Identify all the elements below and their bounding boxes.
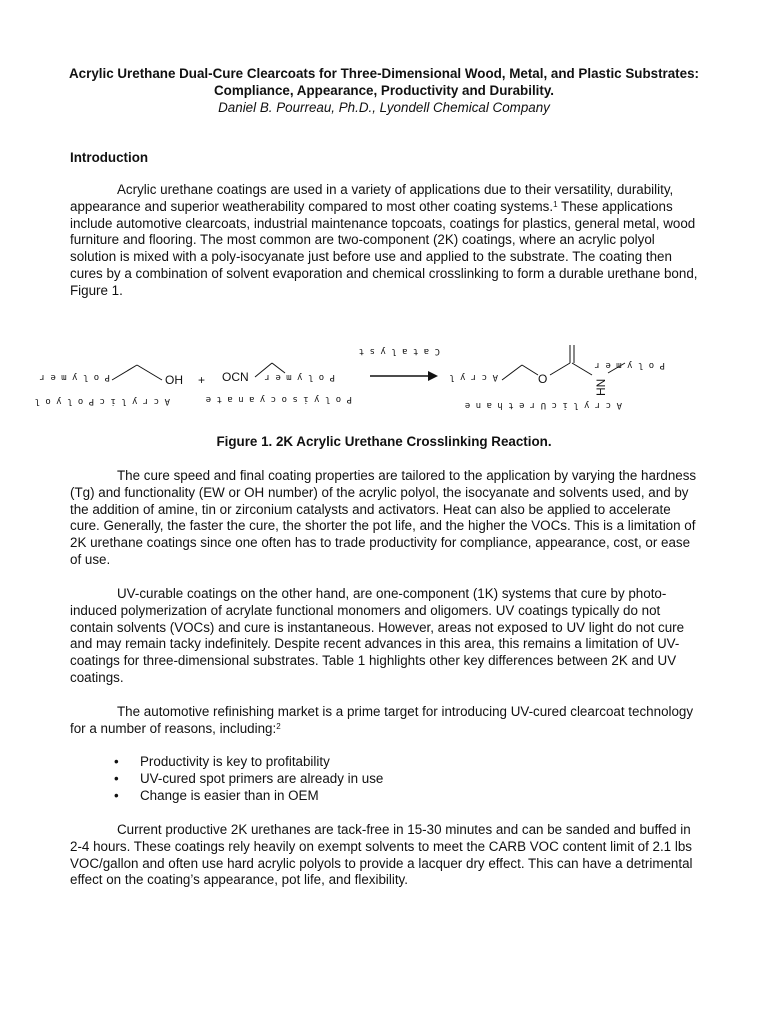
list-item: • Productivity is key to profitability <box>112 753 383 770</box>
intro-text-1: Acrylic urethane coatings are used in a variety of applications due to their versatility, durability, appearance and superior weatherability compared to most other coating systems. <box>70 182 674 214</box>
paper-title: Acrylic Urethane Dual-Cure Clearcoats for Three-Dimensional Wood, Metal, and Plastic Substrates: Compliance, Appearance, Productivity and Durability. <box>68 66 699 98</box>
svg-text:C a t a l y s t: C a t a l y s t <box>358 346 440 356</box>
list-item: • UV-cured spot primers are already in use <box>112 770 383 787</box>
svg-text:A c r y l i c U r e t h a n e: A c r y l i c U r e t h a n e <box>464 400 622 410</box>
svg-text:P o l y m e r: P o l y m e r <box>264 372 335 382</box>
acrylic-polyol-structure <box>35 365 183 406</box>
intro-text-2: These applications include automotive clearcoats, industrial maintenance topcoats, coatings for plastics, general metal, wood furniture and flooring. The most common are two-component (2K) coatings, where an acrylic polyol solution is mixed with a poly-isocyanate just before use and applied to the substrate. The coating then cures by a combination of solvent evaporation and chemical crosslinking to form a durable urethane bond, Figure 1. <box>70 198 698 298</box>
refinishing-text: The automotive refinishing market is a prime target for introducing UV-cured clearcoat technology for a number of reasons, including: <box>70 704 694 736</box>
uv-coatings-text: UV-curable coatings on the other hand, are one-component (1K) systems that cure by photo-induced polymerization of acrylate functional monomers and oligomers. UV coatings typically do not contain solvents (VOCs) and cure is instantaneous. However, areas not exposed to UV light do not cure and may remain tacky indefinitely. Despite recent advances in this area, this remains a limitation of UV-coatings for three-dimensional substrates. Table 1 highlights other key differences between 2K and UV coatings. <box>70 586 685 685</box>
svg-text:P o l y m e r: P o l y m e r <box>594 360 665 370</box>
uv-coatings-paragraph <box>70 586 700 687</box>
figure-1-reaction <box>34 335 680 425</box>
urethane-structure <box>449 345 665 410</box>
plus-sign: + <box>198 373 206 387</box>
productive-urethanes-paragraph <box>70 822 700 889</box>
productive-urethanes-text: Current productive 2K urethanes are tack-free in 15-30 minutes and can be sanded and buffed in 2-4 hours. These coatings rely heavily on exempt solvents to meet the CARB VOC content limit of 2.1 lbs VOC/gallon and often use hard acrylic polyols to provide a lacquer dry effect. This can have a detrimental effect on the coating’s appearance, pot life, and flexibility. <box>70 822 693 888</box>
reference-1: 1 <box>553 199 558 209</box>
reference-2: 2 <box>276 721 281 731</box>
reasons-list <box>112 753 383 804</box>
author-line: Daniel B. Pourreau, Ph.D., Lyondell Chemical Company <box>218 100 550 115</box>
oh-label: OH <box>165 373 183 387</box>
cure-speed-text: The cure speed and final coating properties are tailored to the application by varying the hardness (Tg) and functionality (EW or OH number) of the acrylic polyol, the isocyanate and solvents used, and by the addition of amine, tin or zirconium catalysts and activators. Heat can also be applied to accelerate cure. Generally, the faster the cure, the shorter the pot life, and the higher the VOCs. This is a limitation of 2K urethane coatings since one often has to trade productivity for compliance, appearance, cost, or ease of use. <box>70 468 697 567</box>
svg-text:A c r y l: A c r y l <box>449 372 498 382</box>
hn-label: HN <box>594 378 608 396</box>
svg-text:P o l y m e r: P o l y m e r <box>39 372 110 382</box>
cure-speed-paragraph <box>70 468 700 569</box>
isocyanate-structure <box>206 363 352 404</box>
svg-text:A c r y l i c P o l y o l: A c r y l i c P o l y o l <box>34 396 170 406</box>
refinishing-paragraph <box>70 704 700 738</box>
o-label: O <box>538 372 548 386</box>
reaction-arrow <box>359 346 440 381</box>
section-heading: Introduction <box>70 150 149 165</box>
intro-paragraph <box>70 182 700 300</box>
ocn-label: OCN <box>222 370 249 384</box>
list-item: • Change is easier than in OEM <box>112 787 383 804</box>
figure-caption: Figure 1. 2K Acrylic Urethane Crosslinking Reaction. <box>216 434 552 449</box>
svg-text:P o l y i s o c y a n a t e: P o l y i s o c y a n a t e <box>205 394 352 404</box>
